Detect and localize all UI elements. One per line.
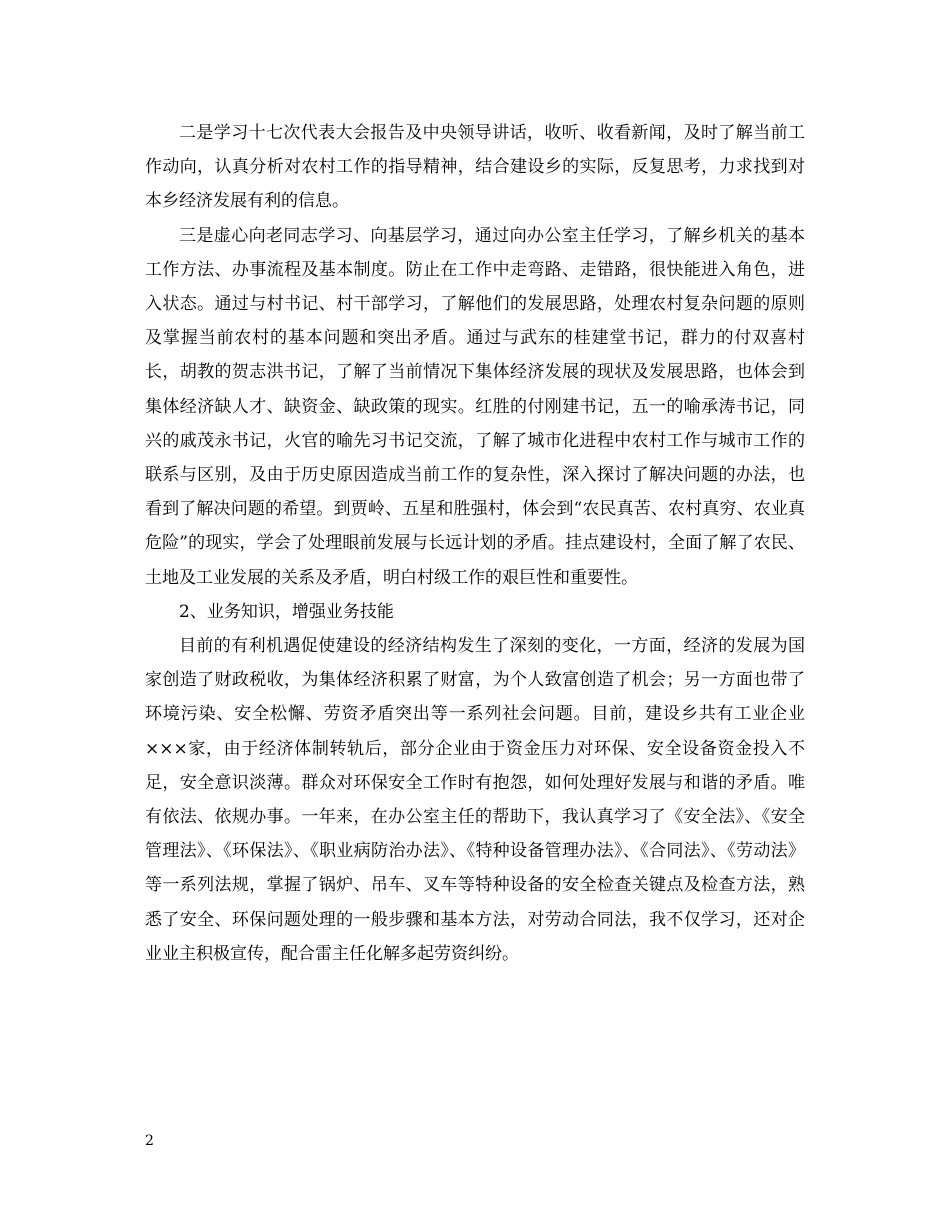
- page-number: 2: [145, 1133, 154, 1149]
- paragraph-study-congress-report: 二是学习十七次代表大会报告及中央领导讲话，收听、收看新闻，及时了解当前工作动向，认真分析对农村工作的指导精神，结合建设乡的实际，反复思考，力求找到对本乡经济发展有利的信息。: [145, 123, 805, 212]
- section-heading-business-knowledge: 2、业务知识，增强业务技能: [179, 601, 394, 622]
- document-body: [145, 116, 805, 971]
- paragraph-economic-structure: 目前的有利机遇促使建设的经济结构发生了深刻的变化，一方面，经济的发展为国家创造了财政税收，为集体经济积累了财富，为个人致富创造了机会；另一方面也带了环境污染、安全松懈、劳资矛盾突出等一系列社会问题。目前，建设乡共有工业企业×××家，由于经济体制转轨后，部分企业由于资金压力对环保、安全设备资金投入不足，安全意识淡薄。群众对环保安全工作时有抱怨，如何处理好发展与和谐的矛盾。唯有依法、依规办事。一年来，在办公室主任的帮助下，我认真学习了《安全法》、《安全管理法》、《环保法》、《职业病防治办法》、《特种设备管理办法》、《合同法》、《劳动法》等一系列法规，掌握了锅炉、吊车、叉车等特种设备的安全检查关键点及检查方法，熟悉了安全、环保问题处理的一般步骤和基本方法，对劳动合同法，我不仅学习，还对企业业主积极宣传，配合雷主任化解多起劳资纠纷。: [145, 636, 805, 964]
- paragraph-learn-from-colleagues: 三是虚心向老同志学习、向基层学习，通过向办公室主任学习，了解乡机关的基本工作方法、办事流程及基本制度。防止在工作中走弯路、走错路，很快能进入角色，进入状态。通过与村书记、村干部学习，了解他们的发展思路，处理农村复杂问题的原则及掌握当前农村的基本问题和突出矛盾。通过与武东的桂建堂书记，群力的付双喜村长，胡教的贺志洪书记，了解了当前情况下集体经济发展的现状及发展思路，也体会到集体经济缺人才、缺资金、缺政策的现实。红胜的付刚建书记，五一的喻承涛书记，同兴的戚茂永书记，火官的喻先习书记交流，了解了城市化进程中农村工作与城市工作的联系与区别，及由于历史原因造成当前工作的复杂性，深入探讨了解决问题的办法，也看到了解决问题的希望。到贾岭、五星和胜强村，体会到“农民真苦、农村真穷、农业真危险”的现实，学会了处理眼前发展与长远计划的矛盾。挂点建设村，全面了解了农民、土地及工业发展的关系及矛盾，明白村级工作的艰巨性和重要性。: [145, 225, 805, 588]
